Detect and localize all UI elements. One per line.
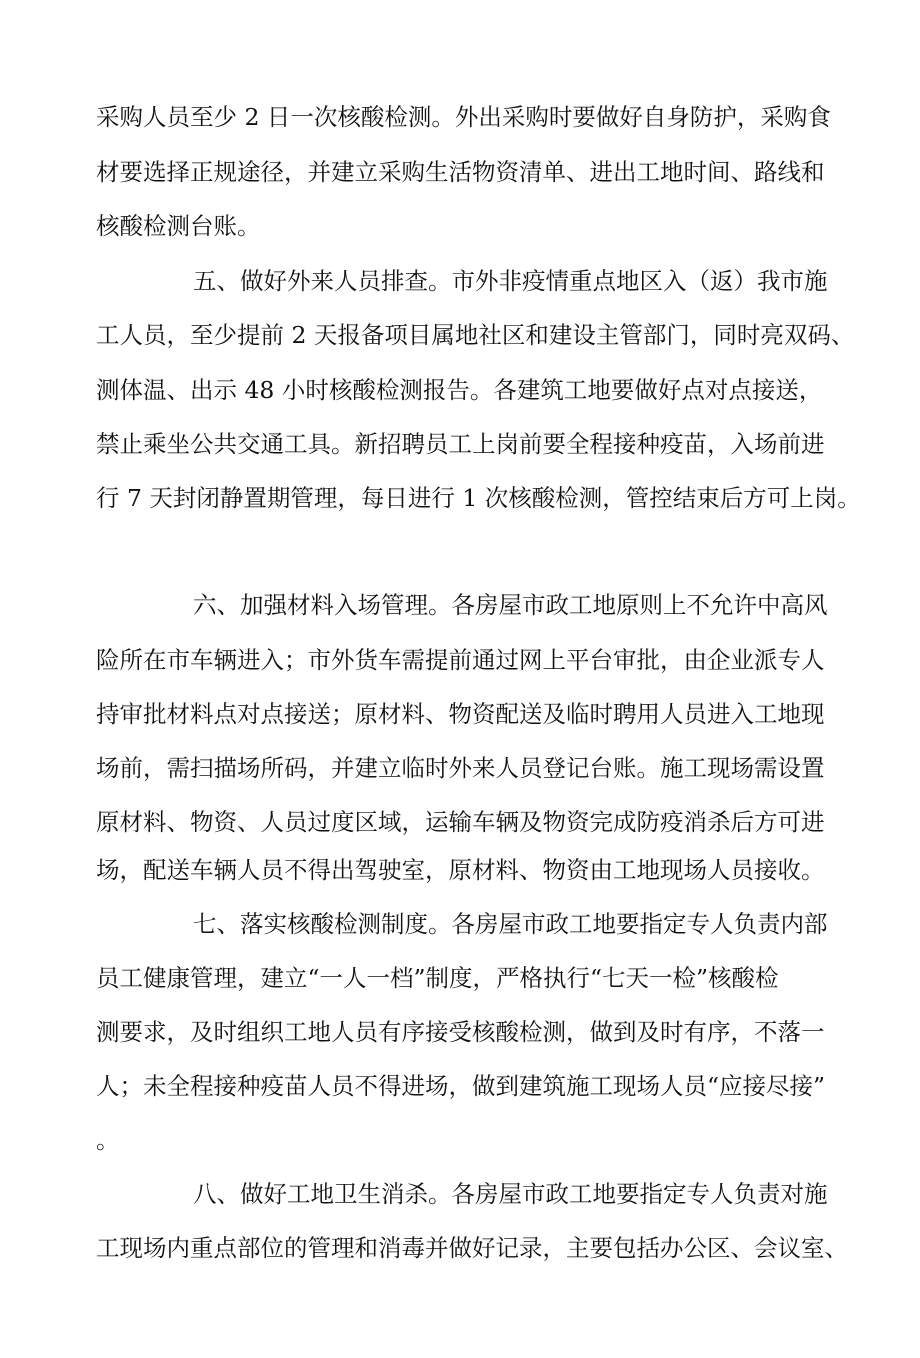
text-line: 场前，需扫描场所码，并建立临时外来人员登记台账。施工现场需设置 [96,754,825,782]
text-line: 原材料、物资、人员过度区域，运输车辆及物资完成防疫消杀后方可进 [96,808,825,836]
text-line: 工现场内重点部位的管理和消毒并做好记录，主要包括办公区、会议室、 [96,1234,848,1262]
text-line: 工人员，至少提前 2 天报备项目属地社区和建设主管部门，同时亮双码、 [96,321,855,349]
text-line: 员工健康管理，建立“一人一档”制度，严格执行“七天一检”核酸检 [96,964,779,992]
text-line: 材要选择正规途径，并建立采购生活物资清单、进出工地时间、路线和 [96,158,825,186]
section-heading-line: 六、加强材料入场管理。各房屋市政工地原则上不允许中高风 [193,591,828,619]
section-heading-line: 五、做好外来人员排查。市外非疫情重点地区入（返）我市施 [193,267,828,295]
text-line: 禁止乘坐公共交通工具。新招聘员工上岗前要全程接种疫苗，入场前进 [96,430,825,458]
text-line: 核酸检测台账。 [96,212,261,240]
text-line: 险所在市车辆进入；市外货车需提前通过网上平台审批，由企业派专人 [96,646,825,674]
section-heading-line: 八、做好工地卫生消杀。各房屋市政工地要指定专人负责对施 [193,1180,828,1208]
text-line: 场，配送车辆人员不得出驾驶室，原材料、物资由工地现场人员接收。 [96,856,825,884]
text-line: 采购人员至少 2 日一次核酸检测。外出采购时要做好自身防护，采购食 [96,103,831,131]
text-line: 测体温、出示 48 小时核酸检测报告。各建筑工地要做好点对点接送， [96,376,823,404]
text-line: 行 7 天封闭静置期管理，每日进行 1 次核酸检测，管控结束后方可上岗。 [96,484,861,512]
text-line: 测要求，及时组织工地人员有序接受核酸检测，做到及时有序，不落一 [96,1018,825,1046]
text-line: 人；未全程接种疫苗人员不得进场，做到建筑施工现场人员“应接尽接” [96,1072,826,1100]
text-line: 。 [96,1126,120,1154]
section-heading-line: 七、落实核酸检测制度。各房屋市政工地要指定专人负责内部 [193,910,828,938]
text-line: 持审批材料点对点接送；原材料、物资配送及临时聘用人员进入工地现 [96,700,825,728]
